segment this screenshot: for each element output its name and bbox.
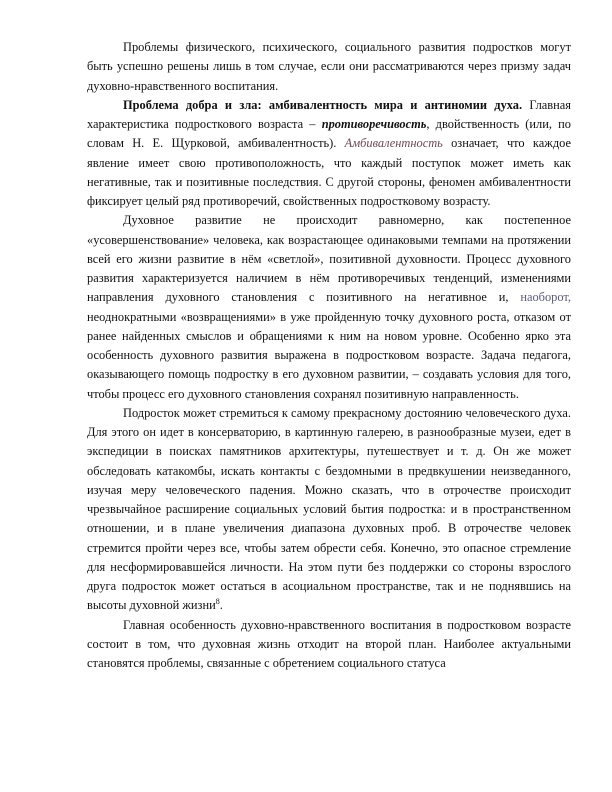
paragraph-text: неоднократными «возвращениями» в уже пройденную точку духовного роста, отказом от ранее найденных смыслов и обращениями к ним на новом уровне. Особенно ярко эта особенность духовного развития выражена в подростковом возрасте. Задача педагога, оказывающего помощь подростку в его духовном развитии, – создавать условия для того, чтобы процесс его духовного становления сохранял позитивную направленность.: [87, 309, 571, 401]
highlighted-term: Амбивалентность: [344, 136, 443, 151]
section-heading: Проблема добра и зла: амбивалентность мира и антиномии духа.: [123, 97, 523, 112]
paragraph-text: Духовное развитие не происходит равномерно, как постепенное «усовершенствование» человека, как возрастающее одинаковыми темпами на протяжении всей его жизни развитие в нём «светлой», позитивной духовности. Процесс духовного развития характеризуется наличием в нём противоречивых тенденций, изменениями направления духовного становления с позитивного на негативное и,: [87, 213, 571, 305]
emphasis-term: противоречивость: [321, 117, 427, 131]
paragraph-adolescent: [87, 404, 571, 616]
paragraph-text: Главная характеристика подросткового возраста –: [87, 97, 571, 131]
paragraph-text: , двойственность (или, по словам Н. Е. Щурковой, амбивалентность).: [87, 117, 571, 151]
paragraph-text: означает, что каждое явление имеет свою противоположность, что каждый поступок может иметь как негативные, так и позитивные последствия. С другой стороны, феномен амбивалентности фиксирует целый ряд противоречий, свойственных подростковому возрасту.: [87, 136, 571, 208]
paragraph-intro: [87, 38, 571, 96]
paragraph-text: .: [219, 598, 223, 613]
paragraph-main-feature: [87, 616, 571, 674]
paragraph-ambivalence: [87, 96, 571, 212]
paragraph-text: Подросток может стремиться к самому прекрасному достоянию человеческого духа. Для этого он идет в консерваторию, в картинную галерею, в разнообразные музеи, едет в экспедиции в поисках памятников архитектуры, путешествует и т. д. Он же может обследовать катакомбы, искать контакты с бездомными в предвкушении неизведанного, изучая меру человеческого падения. Можно сказать, что в отрочестве происходит чрезвычайное расширение социальных условий бытия подростка: и в пространственном отношении, и в плане увеличения диапазона духовных проб. В отрочестве человек стремится пройти через все, чтобы затем обрести себя. Конечно, это опасное стремление для несформировавшейся личности. На этом пути без поддержки со стороны взрослого друга подросток может остаться в асоциальном пространстве, так и не поднявшись на высоты духовной жизни: [87, 405, 571, 613]
document-page: [87, 38, 571, 673]
paragraph-text: Главная особенность духовно-нравственного воспитания в подростковом возрасте состоит в том, что духовная жизнь отходит на второй план. Наиболее актуальными становятся проблемы, связанные с обретением социального статуса: [87, 617, 571, 670]
paragraph-text: Проблемы физического, психического, социального развития подростков могут быть успешно решены лишь в том случае, если они рассматриваются через призму задач духовно-нравственного воспитания.: [87, 40, 571, 93]
paragraph-spiritual-development: [87, 211, 571, 404]
highlighted-word: наоборот,: [520, 290, 571, 305]
footnote-ref[interactable]: 8: [215, 597, 220, 607]
